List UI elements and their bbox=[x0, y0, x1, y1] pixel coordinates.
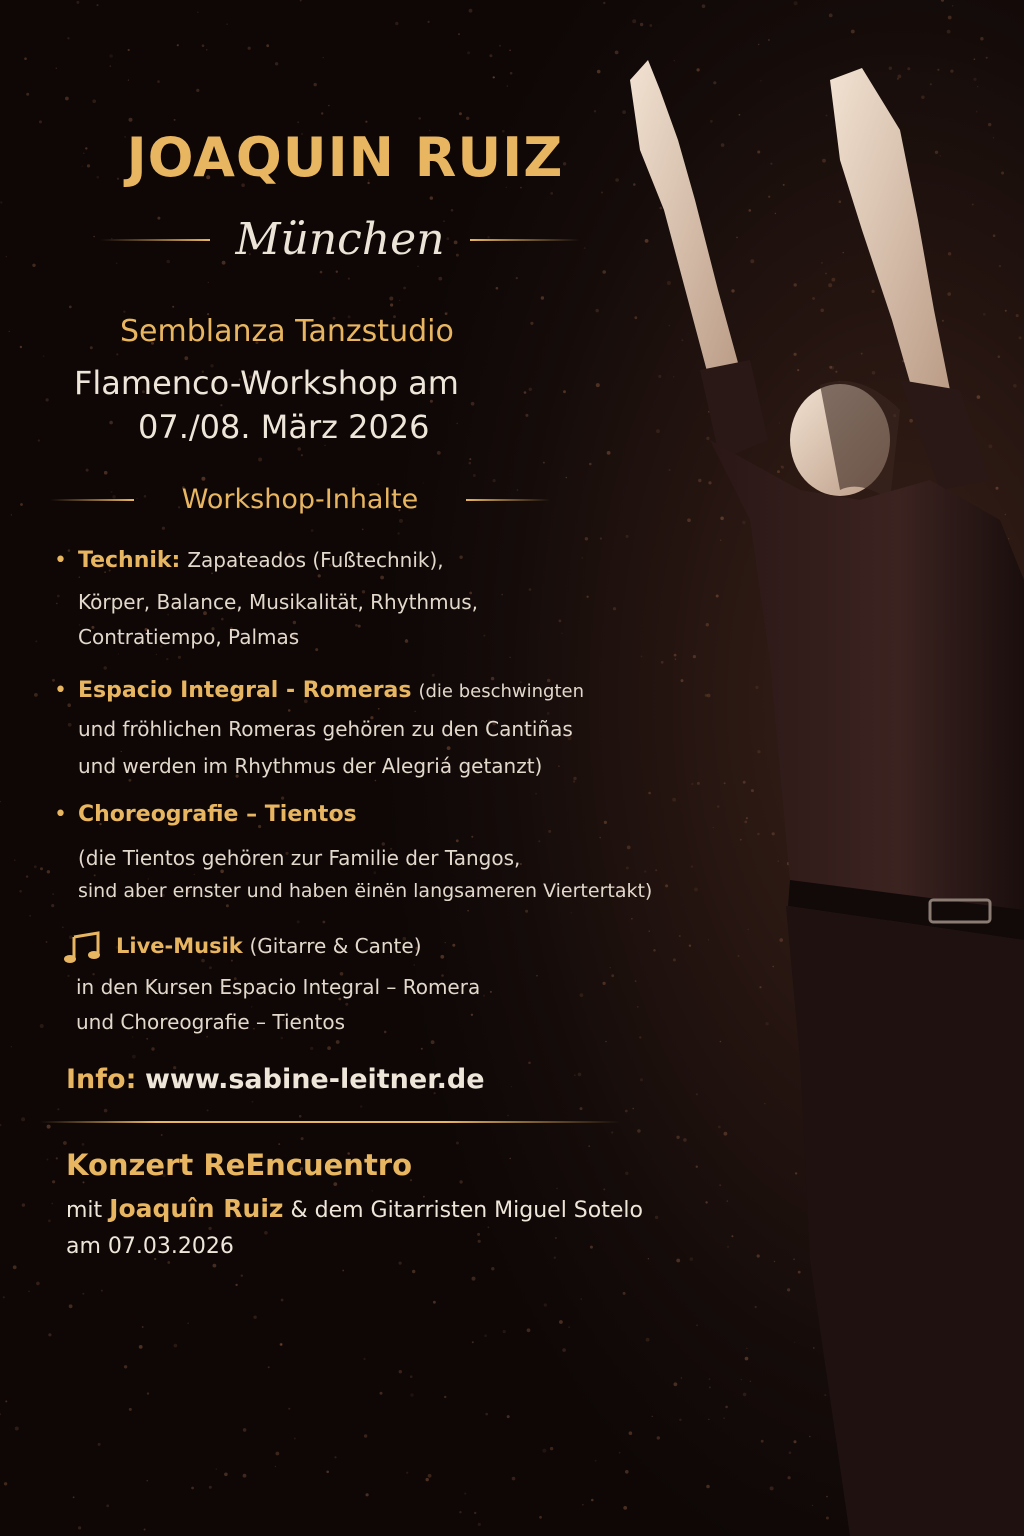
item-tientos-head bbox=[78, 802, 357, 827]
divider bbox=[40, 1121, 620, 1123]
item-technik-head bbox=[78, 548, 444, 573]
item-line: (die Tientos gehören zur Familie der Tangos, bbox=[78, 846, 521, 870]
item-line: sind aber ernster und haben ëinën langsameren Viertertakt) bbox=[78, 880, 653, 902]
live-music-text: (Gitarre & Cante) bbox=[249, 934, 422, 958]
studio-name: Semblanza Tanzstudio bbox=[120, 314, 454, 349]
item-title: Choreografie – Tientos bbox=[78, 802, 357, 827]
workshop-line: Flamenco-Workshop am bbox=[74, 364, 459, 402]
live-music-title: Live-Musik bbox=[116, 934, 243, 958]
bullet-icon: • bbox=[54, 548, 67, 573]
decorative-line bbox=[466, 499, 550, 501]
item-romeras-head bbox=[78, 678, 584, 703]
section-heading bbox=[50, 480, 550, 520]
city-name: München bbox=[235, 214, 445, 265]
concert-artists bbox=[66, 1194, 643, 1223]
item-text: Zapateados (Fußtechnik), bbox=[187, 548, 444, 572]
live-music-line: in den Kursen Espacio Integral – Romera bbox=[76, 975, 481, 999]
live-music-line: und Choreografie – Tientos bbox=[76, 1010, 346, 1034]
concert-date: am 07.03.2026 bbox=[66, 1234, 234, 1259]
concert-title: Konzert ReEncuentro bbox=[66, 1148, 413, 1182]
item-title: Technik: bbox=[78, 548, 181, 573]
section-title: Workshop-Inhalte bbox=[181, 484, 419, 515]
decorative-line bbox=[470, 239, 580, 241]
city-row bbox=[100, 206, 580, 276]
concert-with-suffix: & dem Gitarristen Miguel Sotelo bbox=[290, 1198, 643, 1223]
bullet-icon: • bbox=[54, 802, 67, 827]
item-line: und werden im Rhythmus der Alegriá getanzt) bbox=[78, 754, 543, 778]
info-url-link[interactable]: www.sabine-leitner.de bbox=[144, 1064, 485, 1095]
artist-title: JOAQUIN RUIZ bbox=[126, 126, 564, 189]
concert-artist-name: Joaquîn Ruiz bbox=[109, 1194, 284, 1223]
music-note-icon bbox=[64, 931, 104, 965]
item-text: (die beschwingten bbox=[418, 681, 585, 702]
item-line: und fröhlichen Romeras gehören zu den Cantiñas bbox=[78, 717, 573, 741]
bullet-icon: • bbox=[54, 678, 67, 703]
workshop-date: 07./08. März 2026 bbox=[138, 408, 430, 446]
dancer-photo bbox=[600, 60, 1024, 1536]
live-music-head bbox=[116, 934, 422, 958]
item-title: Espacio Integral - Romeras bbox=[78, 678, 412, 703]
concert-with-prefix: mit bbox=[66, 1198, 103, 1223]
item-line: Contratiempo, Palmas bbox=[78, 625, 300, 649]
info-line bbox=[66, 1064, 485, 1095]
info-label: Info: bbox=[66, 1064, 137, 1095]
item-line: Körper, Balance, Musikalität, Rhythmus, bbox=[78, 590, 479, 614]
